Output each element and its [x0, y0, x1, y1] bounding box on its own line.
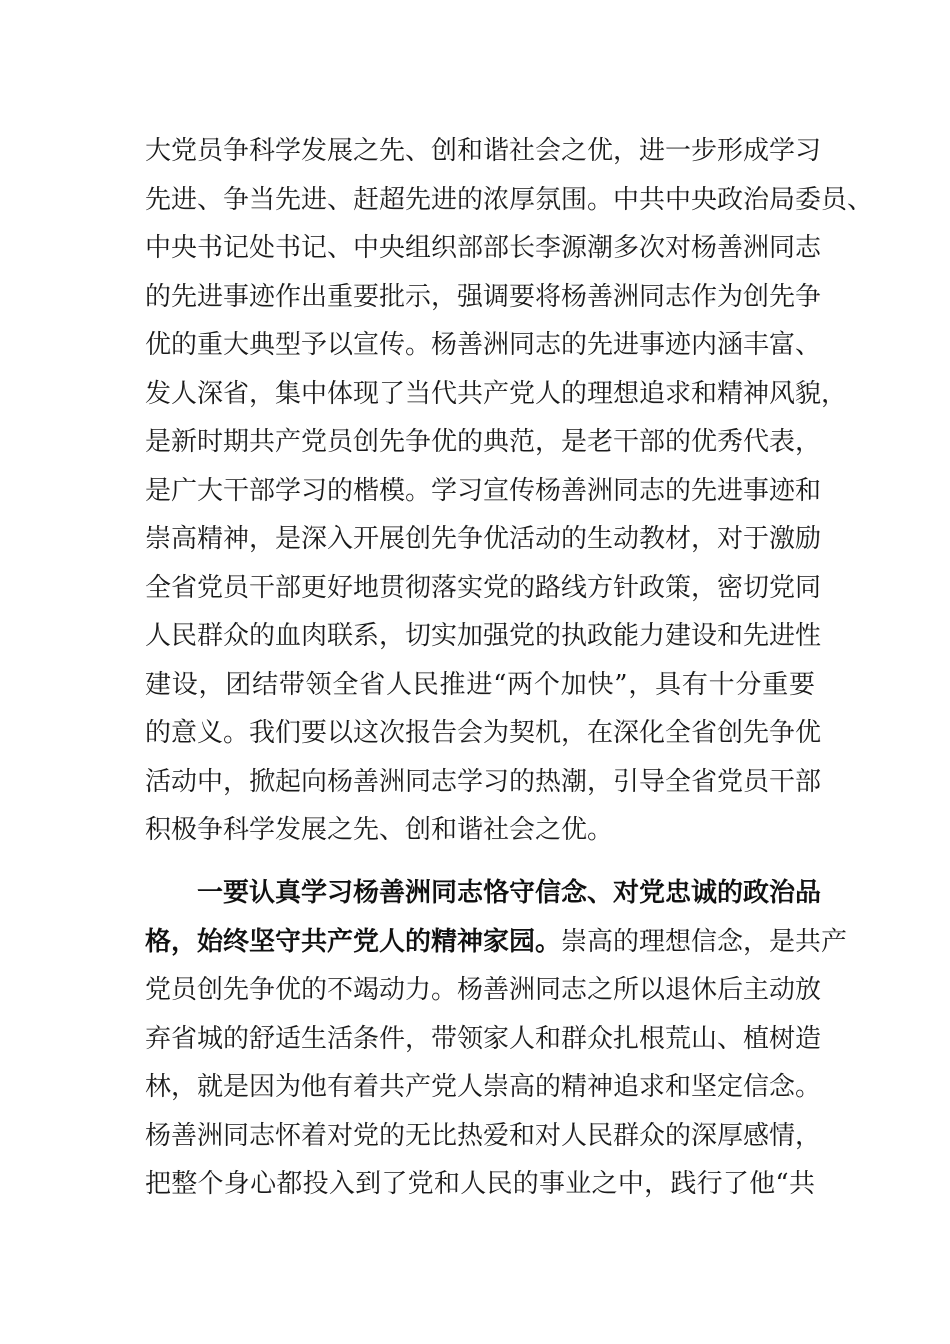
body-text: 崇高的理想信念，是共产: [561, 926, 848, 957]
text-line: 人民群众的血肉联系，切实加强党的执政能力建设和先进性: [145, 621, 822, 651]
text-line: 大党员争科学发展之先、创和谐社会之优，进一步形成学习: [145, 136, 822, 166]
text-line: 崇高精神，是深入开展创先争优活动的生动教材，对于激励: [145, 524, 822, 554]
text-line: 的意义。我们要以这次报告会为契机，在深化全省创先争优: [145, 718, 822, 748]
text-line: 林，就是因为他有着共产党人崇高的精神追求和坚定信念。: [145, 1072, 822, 1102]
text-line: 优的重大典型予以宣传。杨善洲同志的先进事迹内涵丰富、: [145, 330, 822, 360]
text-line: 先进、争当先进、赶超先进的浓厚氛围。中共中央政治局委员、: [145, 184, 874, 215]
paragraph-1: [145, 127, 874, 855]
text-line: 是新时期共产党员创先争优的典范，是老干部的优秀代表，: [145, 427, 822, 457]
text-line: 中央书记处书记、中央组织部部长李源潮多次对杨善洲同志: [145, 233, 822, 263]
text-line: 积极争科学发展之先、创和谐社会之优。: [145, 815, 614, 845]
text-line: 全省党员干部更好地贯彻落实党的路线方针政策，密切党同: [145, 572, 822, 603]
text-line: 杨善洲同志怀着对党的无比热爱和对人民群众的深厚感情，: [145, 1120, 822, 1151]
text-line: 党员创先争优的不竭动力。杨善洲同志之所以退休后主动放: [145, 975, 822, 1005]
section-heading-end: 格，始终坚守共产党人的精神家园。: [145, 926, 562, 957]
text-line: 是广大干部学习的楷模。学习宣传杨善洲同志的先进事迹和: [145, 475, 822, 506]
text-line: 建设，团结带领全省人民推进“两个加快”，具有十分重要: [145, 669, 815, 700]
paragraph-2: [145, 869, 848, 1209]
text-line: 弃省城的舒适生活条件，带领家人和群众扎根荒山、植树造: [145, 1023, 822, 1054]
text-line: 活动中，掀起向杨善洲同志学习的热潮，引导全省党员干部: [145, 766, 822, 797]
section-heading-line: 一要认真学习杨善洲同志恪守信念、对党忠诚的政治品: [197, 878, 822, 908]
text-line: 把整个身心都投入到了党和人民的事业之中，践行了他“共: [145, 1169, 815, 1199]
text-line: 发人深省，集中体现了当代共产党人的理想追求和精神风貌，: [145, 378, 848, 409]
text-line: 的先进事迹作出重要批示，强调要将杨善洲同志作为创先争: [145, 281, 822, 312]
text-line: [145, 918, 848, 967]
